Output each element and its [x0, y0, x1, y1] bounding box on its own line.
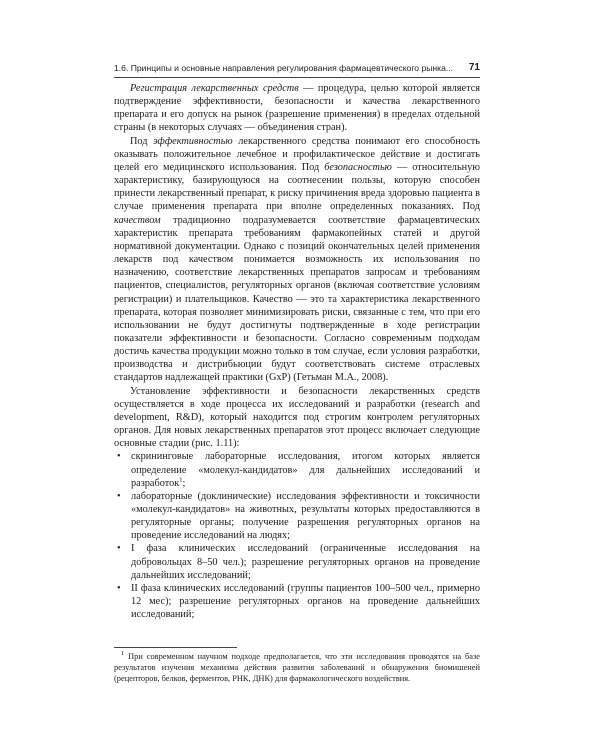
text-run: лекарственного средства понимают его способность оказывать положительное лечебное и профилактическое действие и достигать целей его медицинского использования. Под	[114, 135, 480, 173]
bullet-icon: •	[117, 543, 121, 555]
paragraph	[114, 135, 480, 385]
italic-term: безопасностью	[324, 161, 392, 173]
list-item	[114, 450, 480, 489]
footnote-mark: 1	[121, 650, 125, 658]
list-item-text: лабораторные (доклинические) исследования эффективности и токсичности «молекул-кандидатов» на животных, результаты которых предоставляются в регуляторные органы; получение разрешения регуляторных органов на проведение исследований на людях;	[131, 490, 480, 542]
italic-term: эффективностью	[153, 135, 233, 147]
list-item-text: скрининговые лабораторные исследования, итогом которых является определение «молекул-кандидатов» для дальнейших исследований и разработок	[131, 451, 480, 489]
list-item	[114, 490, 480, 543]
paragraph	[114, 385, 480, 451]
footnote-text: При современном научном подходе предполагается, что эти исследования проводятся на базе результатов изучения механизма действия развития заболеваний и обнаружения биомишеней (рецепторов, белков, ферментов, РНК, ДНК) для фармакологического воздействия.	[114, 652, 480, 684]
page-number: 71	[468, 62, 480, 73]
text-run: — процедура, целью которой является подтверждение эффективности, безопасности и качества лекарственного препарата и его допуск на рынок (разрешение применения) в пределах отдельной страны (в некоторых случаях — объединения стран).	[114, 83, 480, 134]
list-item-text: II фаза клинических исследований (группы пациентов 100–500 чел., примерно 12 мес); разрешение регуляторных органов на проведение дальнейших исследований;	[131, 582, 480, 621]
list-item	[114, 582, 480, 621]
footnote-rule	[114, 647, 237, 648]
main-text	[114, 82, 480, 621]
paragraph	[114, 82, 480, 135]
text-run: традиционно подразумевается соответствие фармацевтических характеристик препарата требованиям фармакопейных статей и другой нормативной документации. Однако с позиций окончательных целей применения лекарств под качеством понимается возможность их использования по назначению, соответствие лекарственных препаратов запросам и требованиям пациентов, специалистов, регуляторных органов (включая соответствие условиям регистрации) и плательщиков. Качество — это та характеристика лекарственного препарата, которая позволяет минимизировать риски, связанные с тем, что при его использовании не будут достигнуты подтвержденные в ходе регистрации показатели эффективности и безопасности. Согласно современным подходам достичь качества продукции можно только в том случае, если условия разработки, производства и дистрибьюции будут соответствовать системе отраслевых стандартов надлежащей практики (GxP) (Гетьман М.А., 2008).	[114, 214, 480, 384]
bullet-icon: •	[117, 490, 121, 502]
footnote-ref: 1	[179, 476, 183, 484]
header-rule	[114, 77, 480, 78]
paragraphs	[114, 82, 480, 450]
running-header-title: 1.6. Принципы и основные направления регулирования фармацевтического рынка...	[114, 63, 454, 73]
bullet-icon: •	[117, 582, 121, 594]
bullet-icon: •	[117, 451, 121, 463]
italic-term: Регистрация лекарственных средств	[130, 83, 299, 94]
list-item-tail: ;	[182, 477, 186, 489]
footnote	[114, 651, 480, 684]
text-run: — относительную характеристику, базирующуюся на соотнесении пользы, которую способен принести лекарственный препарат, к риску причинения вреда здоровью пациента в случае применения препарата при вполне определенных показаниях. Под	[114, 161, 480, 213]
text-run: Установление эффективности и безопасности лекарственных средств осуществляется в ходе процесса их исследований и разработки (research and development, R&D), который находится под строгим контролем регуляторных органов. Для новых лекарственных препаратов этот процесс включает следующие основные стадии (рис. 1.11):	[114, 385, 480, 450]
list-item-text: I фаза клинических исследований (ограниченные исследования на добровольцах 8–50 чел.); разрешение регуляторных органов на проведение дальнейших исследований;	[131, 543, 480, 581]
italic-term: качеством	[114, 214, 161, 226]
text-run: Под	[130, 135, 154, 147]
list-item	[114, 542, 480, 581]
stages-list	[114, 450, 480, 621]
